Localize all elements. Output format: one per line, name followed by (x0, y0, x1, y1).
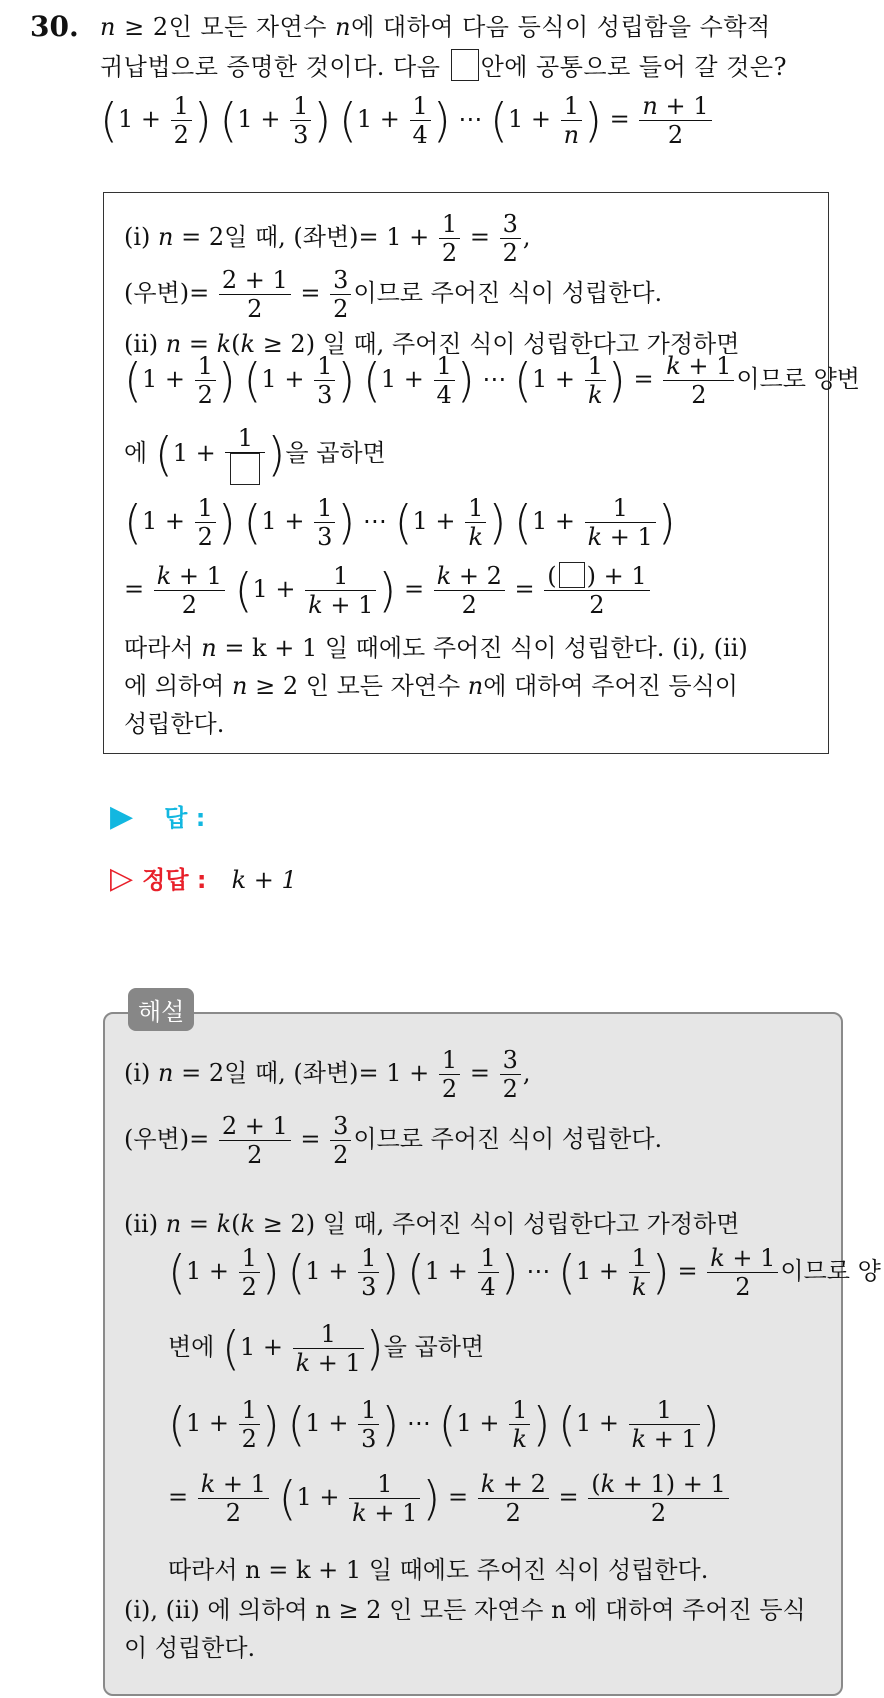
blank-box (559, 562, 585, 588)
solution-line-rhs: (우변)= $\frac{2 + 1}{2}$ = $\frac{3}{2}$ 이므로 주어진 식이 성립한다. (124, 1112, 663, 1169)
proof-equation-k1: (1 + $\frac{1}{2}$ ) (1 + $\frac{1}{3}$ ) ⋯ (1 + $\frac{1}{k}$ ) (1 + $\frac{1}{k + 1}$ ) (124, 494, 676, 551)
mult-post: 을 곱하면 (285, 439, 386, 467)
solution-line-ii: (ii) n = k(k ≥ 2) 일 때, 주어진 식이 성립한다고 가정하면 (124, 1210, 740, 1238)
solution-equation-k: (1 + $\frac{1}{2}$ ) (1 + $\frac{1}{3}$ ) (1 + $\frac{1}{4}$ ) ⋯ (1 + $\frac{1}{k}$ ) = $\frac{k + 1}{2}$ 이므로 양 (168, 1244, 881, 1301)
correct-answer-value: k + 1 (231, 866, 297, 894)
answer-row (110, 798, 205, 834)
outline-arrow-icon: ▷ (110, 861, 134, 896)
proof-conclude-2: 에 의하여 n ≥ 2 인 모든 자연수 n에 대하여 주어진 등식이 (124, 672, 738, 700)
assume-text: ≥ 2) 일 때, 주어진 식이 성립한다고 가정하면 (262, 330, 740, 358)
mult-pre: 에 (124, 439, 148, 467)
proof-conclude-3: 성립한다. (124, 710, 225, 738)
question-text-2b: 안에 공통으로 들어 갈 것은? (480, 53, 787, 81)
solution-hence: 이므로 양 (780, 1257, 881, 1285)
question-text-1b: 에 대하여 다음 등식이 성립함을 수학적 (351, 13, 771, 41)
proof-line-rhs: (우변)= $\frac{2 + 1}{2}$ = $\frac{3}{2}$ 이므로 주어진 식이 성립한다. (124, 266, 663, 323)
solution-equation-k1: (1 + $\frac{1}{2}$ ) (1 + $\frac{1}{3}$ ) ⋯ (1 + $\frac{1}{k}$ ) (1 + $\frac{1}{k + 1}$ ) (168, 1396, 720, 1453)
correct-answer-label: 정답 : (142, 866, 207, 894)
solution-equation-result: = $\frac{k + 1}{2}$ (1 + $\frac{1}{k + 1}$ ) = $\frac{k + 2}{2}$ = $\frac{(k + 1) + 1}{2}$ (168, 1470, 731, 1527)
rhs-label: (우변)= (124, 279, 210, 307)
label-i: (i) (124, 223, 151, 251)
blank-box (230, 453, 260, 485)
solution-line-i: (i) n = 2일 때, (좌변)= 1 + $\frac{1}{2}$ = $\frac{3}{2}$ , (124, 1046, 531, 1103)
solution-tab: 해설 (128, 988, 194, 1031)
correct-answer-row (110, 860, 297, 896)
proof-equation-result: = $\frac{k + 1}{2}$ (1 + $\frac{1}{k + 1}$ ) = $\frac{k + 2}{2}$ = $\frac{( ) + 1}{2}$ (124, 562, 652, 619)
conclude-text-1: = k + 1 일 때에도 주어진 식이 성립한다. (i), (ii) (224, 634, 748, 662)
question-line-1 (100, 8, 771, 46)
var-n: n (335, 13, 352, 41)
proof-equation-k: (1 + $\frac{1}{2}$ ) (1 + $\frac{1}{3}$ ) (1 + $\frac{1}{4}$ ) ⋯ (1 + $\frac{1}{k}$ ) = $\frac{k + 1}{2}$ 이므로 양변 (124, 352, 860, 409)
holds-text: 이므로 주어진 식이 성립한다. (353, 279, 663, 307)
proof-multiply: 에 (1 + 1 )을 곱하면 (124, 424, 386, 485)
proof-text-i: = 2일 때, (좌변)= 1 + (181, 223, 430, 251)
question-text-2a: 귀납법으로 증명한 것이다. 다음 (100, 53, 441, 81)
question-equation: (1 + $\frac{1}{2}$ ) (1 + $\frac{1}{3}$ ) (1 + $\frac{1}{4}$ ) ⋯ (1 + $\frac{1}{n}$ ) = $\frac{n + 1}{2}$ (100, 92, 714, 149)
proof-line-i: (i) n = 2일 때, (좌변)= 1 + $\frac{1}{2}$ = $\frac{3}{2}$ , (124, 210, 531, 267)
blank-box (451, 49, 479, 81)
answer-label: 답 : (164, 804, 206, 832)
solution-conclude-1: 따라서 n = k + 1 일 때에도 주어진 식이 성립한다. (168, 1556, 709, 1584)
label-ii: (ii) (124, 330, 159, 358)
hence-text: 이므로 양변 (736, 365, 860, 393)
play-arrow-icon: ▶ (110, 799, 134, 834)
proof-line-ii: (ii) n = k(k ≥ 2) 일 때, 주어진 식이 성립한다고 가정하면 (124, 330, 740, 358)
solution-conclude-2: (i), (ii) 에 의하여 n ≥ 2 인 모든 자연수 n 에 대하여 주어진 등식 (124, 1596, 806, 1624)
proof-conclude-1: 따라서 n = k + 1 일 때에도 주어진 식이 성립한다. (i), (ii) (124, 634, 748, 662)
var-n: n (100, 13, 116, 41)
question-number: 30. (30, 10, 79, 43)
question-line-2 (100, 48, 787, 86)
solution-multiply: 변에 (1 + $\frac{1}{k + 1}$ )을 곱하면 (168, 1320, 485, 1377)
question-text-1: ≥ 2인 모든 자연수 (124, 13, 327, 41)
solution-conclude-3: 이 성립한다. (124, 1634, 256, 1662)
